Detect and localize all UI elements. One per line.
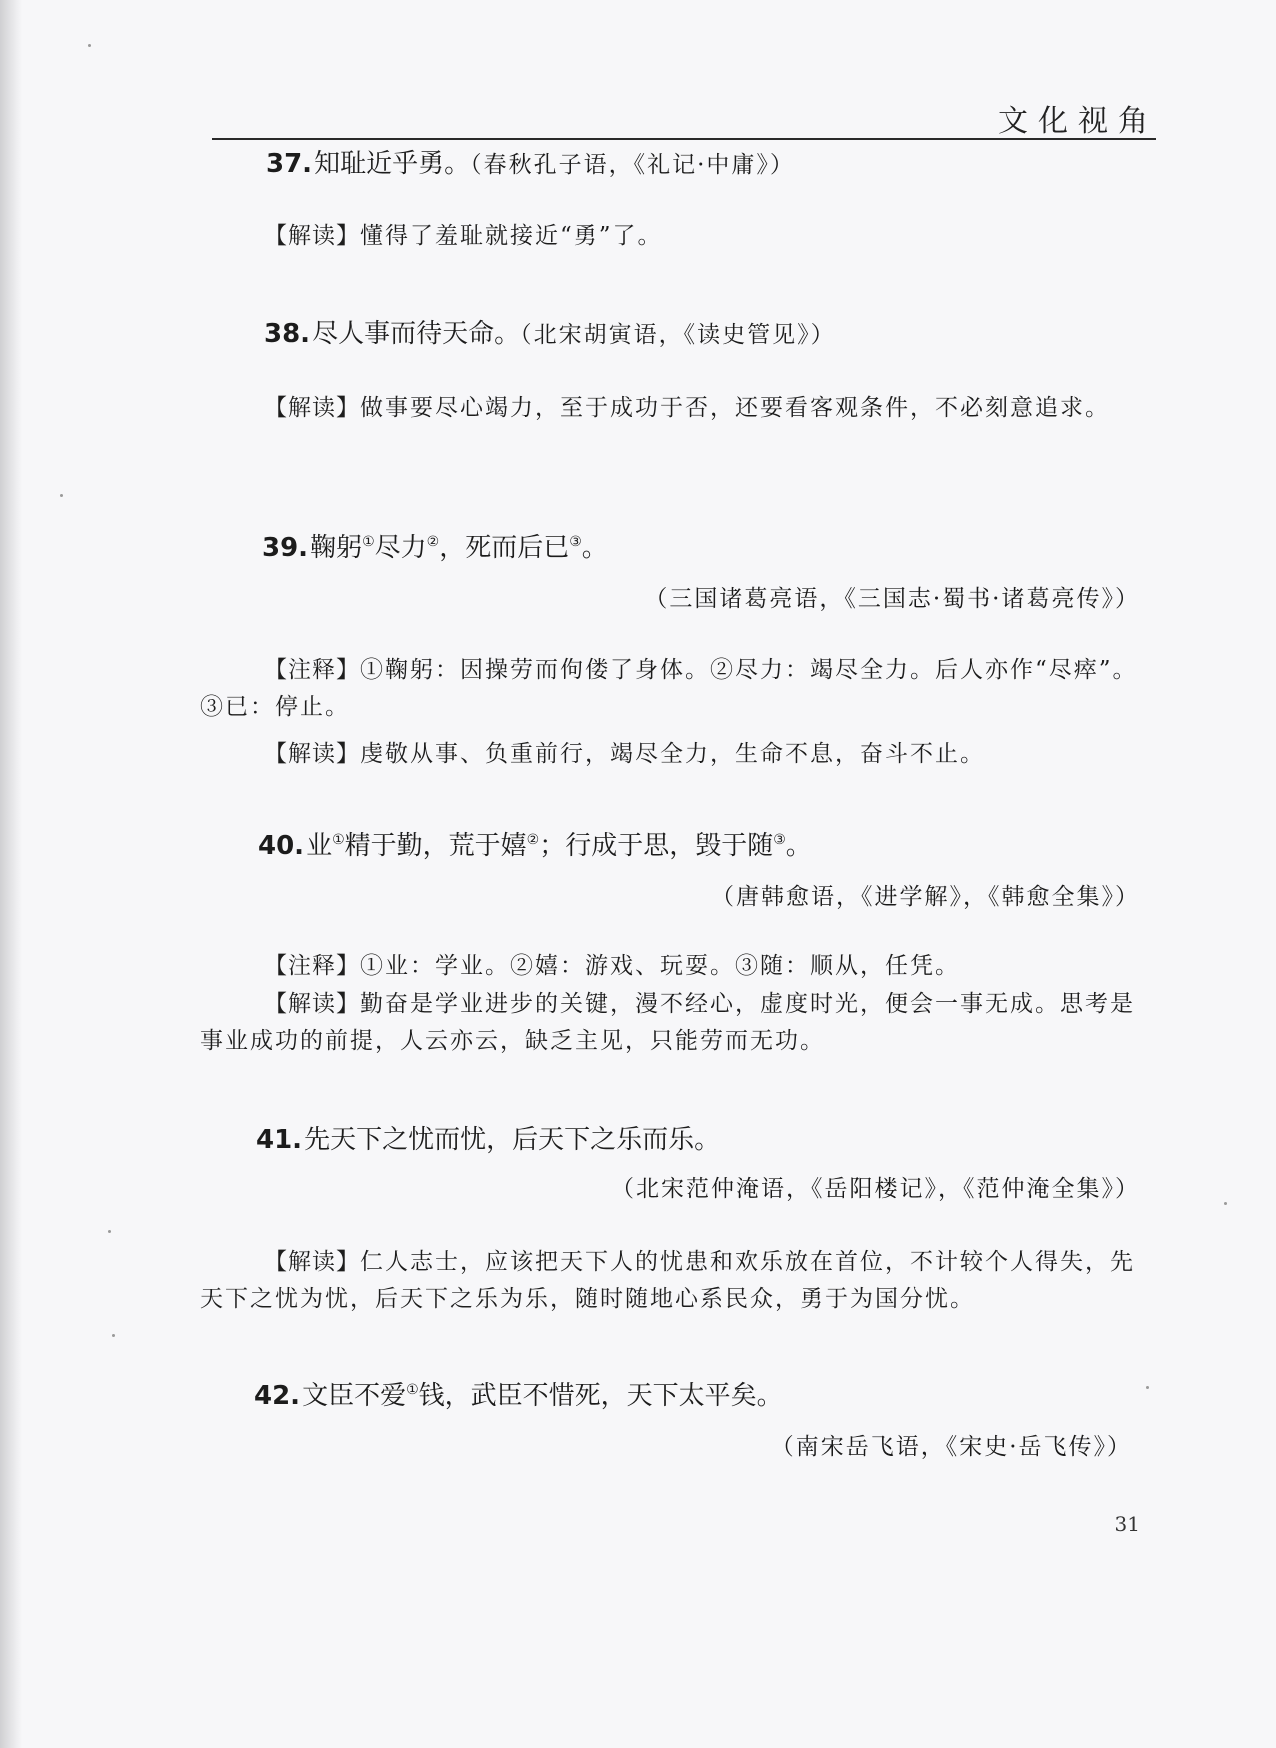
entry-number: 40. [258, 831, 305, 861]
quote-part: 文臣不爱 [302, 1381, 407, 1411]
footnote-mark: ② [526, 832, 540, 848]
quote-part: 钱，武臣不惜死，天下太平矣。 [418, 1381, 783, 1411]
entry-quote: 知耻近乎勇。 [314, 149, 471, 179]
quote-part: 。 [581, 533, 608, 563]
notes-label: 【注释】 [264, 657, 360, 683]
scan-speck [108, 1230, 111, 1233]
reading-label: 【解读】 [264, 1249, 360, 1275]
entry-title [262, 530, 608, 566]
quote-part: 鞠躬 [310, 533, 363, 563]
entry-37 [266, 146, 795, 183]
entry-39-notes [200, 652, 1150, 726]
entry-40-reading [200, 986, 1150, 1060]
footnote-mark: ② [426, 534, 440, 550]
entry-39 [262, 530, 608, 566]
entry-41-reading [200, 1244, 1150, 1318]
entry-number: 41. [256, 1125, 303, 1155]
notes-label: 【注释】 [264, 953, 360, 979]
entry-42-source: （南宋岳飞语，《宋史·岳飞传》） [770, 1434, 1132, 1460]
quote-part: 精于勤，荒于嬉 [344, 831, 527, 861]
reading-label: 【解读】 [264, 223, 360, 249]
footnote-mark: ③ [773, 832, 786, 848]
entry-source: （春秋孔子语，《礼记·中庸》） [470, 152, 795, 178]
entry-41-source: （北宋范仲淹语，《岳阳楼记》，《范仲淹全集》） [611, 1176, 1140, 1202]
entry-number: 38. [264, 319, 311, 349]
footnote-mark: ① [406, 1382, 419, 1398]
entry-number: 39. [262, 533, 309, 563]
quote-part: ，死而后已 [439, 533, 570, 563]
entry-37-reading [200, 218, 1150, 255]
entry-number: 37. [266, 149, 313, 179]
notes-text: ①业：学业。②嬉：游戏、玩耍。③随：顺从，任凭。 [360, 953, 960, 979]
quote-part: ；行成于思，毁于随 [539, 831, 774, 861]
scan-page-edge [0, 0, 22, 1748]
entry-39-source: （三国诸葛亮语，《三国志·蜀书·诸葛亮传》） [644, 586, 1140, 612]
entry-41 [256, 1122, 720, 1158]
quote-part: 尽力 [374, 533, 427, 563]
entry-title [254, 1378, 783, 1414]
entry-title [256, 1122, 720, 1158]
reading-label: 【解读】 [264, 991, 360, 1017]
reading-label: 【解读】 [264, 741, 360, 767]
entry-40 [258, 828, 812, 864]
notes-text: ①鞠躬：因操劳而佝偻了身体。②尽力：竭尽全力。后人亦作“尽瘁”。③已：停止。 [200, 657, 1138, 720]
reading-text: 虔敬从事、负重前行，竭尽全力，生命不息，奋斗不止。 [360, 741, 985, 767]
entry-quote: 尽人事而待天命。 [312, 319, 521, 349]
entry-40-source: （唐韩愈语，《进学解》，《韩愈全集》） [711, 884, 1140, 910]
footnote-mark: ① [362, 534, 375, 550]
reading-text: 仁人志士，应该把天下人的忧患和欢乐放在首位，不计较个人得失，先天下之忧为忧，后天下之乐为乐，随时随地心系民众，勇于为国分忧。 [200, 1249, 1135, 1312]
entry-40-notes [200, 948, 1150, 985]
entry-42 [254, 1378, 783, 1414]
scan-speck [1146, 1386, 1149, 1389]
entry-number: 42. [254, 1381, 301, 1411]
entry-38 [264, 316, 836, 353]
scan-speck [112, 1334, 115, 1337]
running-header: 文化视角 [998, 104, 1158, 139]
entry-source: （北宋胡寅语，《读史管见》） [520, 322, 836, 348]
reading-text: 懂得了羞耻就接近“勇”了。 [360, 223, 663, 249]
scan-speck [60, 494, 63, 497]
entry-title [258, 828, 812, 864]
entry-title [264, 316, 836, 353]
footnote-mark: ③ [569, 534, 582, 550]
reading-text: 勤奋是学业进步的关键，漫不经心，虚度时光，便会一事无成。思考是事业成功的前提，人云亦云，缺乏主见，只能劳而无功。 [200, 991, 1135, 1054]
footnote-mark: ① [332, 832, 345, 848]
quote-part: 。 [785, 831, 812, 861]
page-number: 31 [1114, 1512, 1140, 1536]
header-rule [212, 138, 1156, 140]
entry-38-reading [200, 390, 1150, 427]
quote-part: 业 [306, 831, 333, 861]
entry-title [266, 146, 795, 183]
reading-label: 【解读】 [264, 395, 360, 421]
scan-speck [1224, 1202, 1227, 1205]
reading-text: 做事要尽心竭力，至于成功于否，还要看客观条件，不必刻意追求。 [360, 395, 1110, 421]
scan-speck [88, 44, 91, 47]
entry-39-reading [200, 736, 1150, 773]
entry-quote: 先天下之忧而忧，后天下之乐而乐。 [304, 1125, 721, 1155]
